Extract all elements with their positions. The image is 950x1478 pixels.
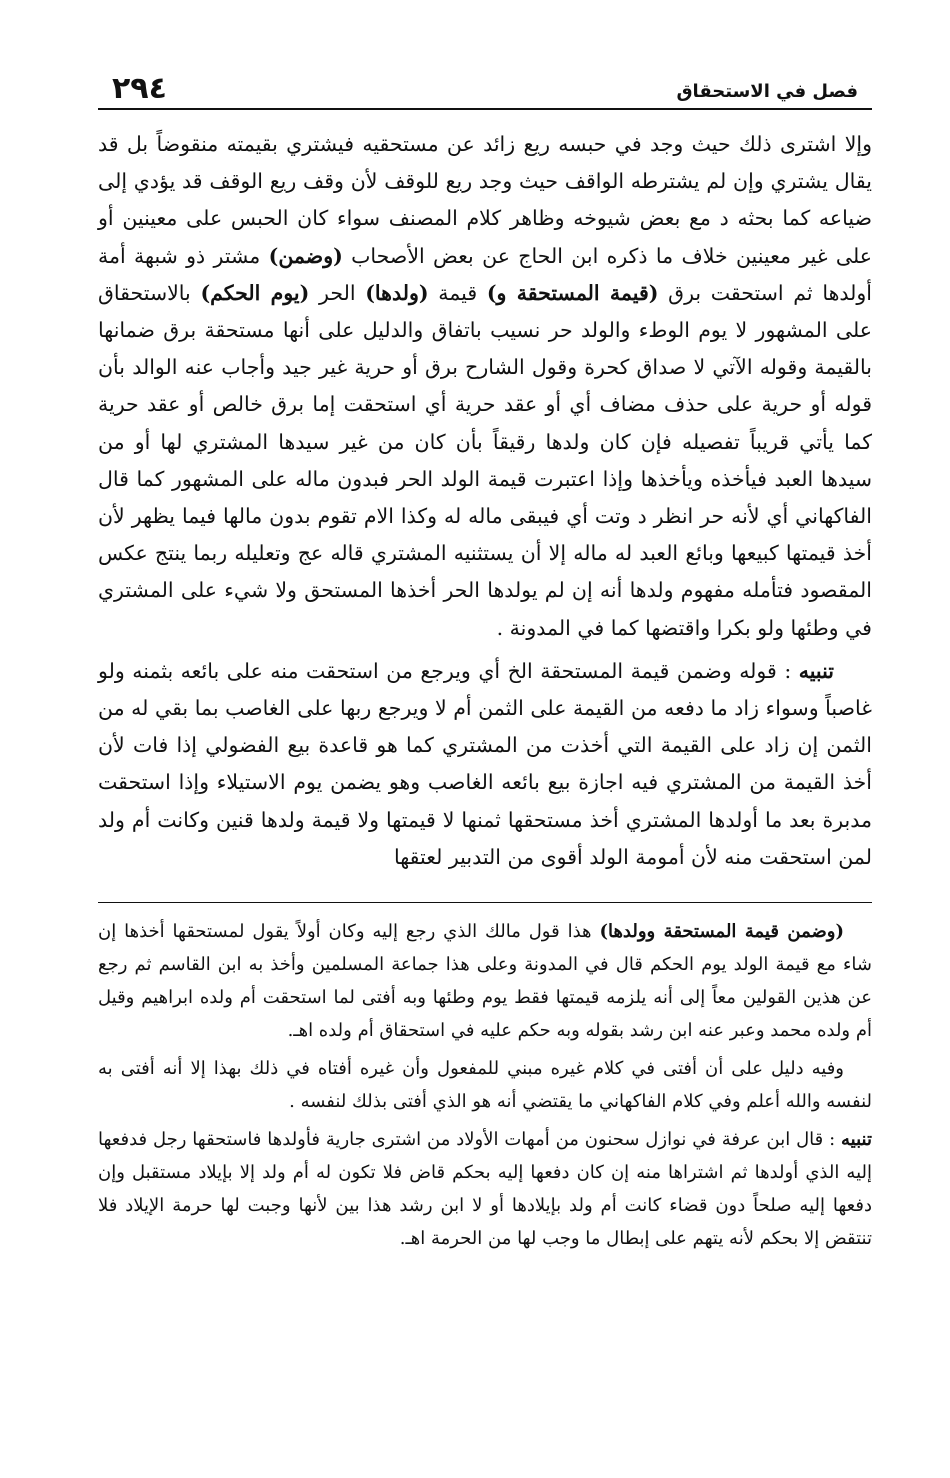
text-run: بالاستحقاق على المشهور لا يوم الوطء والولد حر نسيب باتفاق والدليل على أنها مستحقة برق ضمانها بالقيمة وقوله الآتي لا صداق كحرة وقول الشارح برق أو حرية غير جيد وأجاب عنه الوالد بأن قوله أو حرية على حذف مضاف أي أو عقد حرية أي استحقت إما برق خالص أو عقد حرية كما يأتي قريباً تفصيله فإن كان ولدها رقيقاً بأن كان من غير سيدها المشتري لها أو من سيدها العبد فيأخذه ويأخذها وإذا اعتبرت قيمة الولد الحر فبدون ماله على المشهور كما قال الفاكهاني أي لأنه حر انظر د وتت أي فيبقى ماله له وكذا الام تقوم بدون مالها فيما يظهر لأن أخذ قيمتها كبيعها وبائع العبد له ماله إلا أن يستثنيه المشتري قاله عج وتعليله ربما ينتج عكس المقصود فتأمله مفهوم ولدها أنه إن لم يولدها الحر أخذها المستحق ولا شيء على المشتري في وطئها ولو بكرا واقتضها كما في المدونة . [98, 280, 872, 640]
footnote-paragraph [98, 915, 872, 1047]
footnote-separator [98, 902, 872, 903]
notice-label: تنبيه [841, 1129, 872, 1151]
notice-paragraph [98, 653, 872, 876]
matn-quote: (وضمن) [268, 243, 343, 268]
footnote-paragraph: وفيه دليل على أن أفتى في كلام غيره مبني للمفعول وأن غيره أفتاه في ذلك بهذا إلا أنه أفتى به لنفسه والله أعلم وفي كلام الفاكهاني ما يقتضي أنه هو الذي أفتى بذلك لنفسه . [98, 1058, 872, 1113]
notice-label: تنبيه [798, 658, 834, 683]
text-run: : قوله وضمن قيمة المستحقة الخ أي ويرجع من استحقت منه على بائعه بثمنه ولو غاصباً وسواء زاد ما دفعه من القيمة على الثمن أم لا ويرجع ربها على الغاصب بما بقي له من الثمن إن زاد على القيمة التي أخذت من المشتري كما هو قاعدة بيع الفضولي إذا فات لأن أخذ القيمة من المشتري فيه اجازة بيع بائعه الغاصب وهو يضمن يوم الاستيلاء وإذا استحقت مدبرة بعد ما أولدها المشتري أخذ مستحقها ثمنها لا قيمتها ولا قيمة ولدها قنين وكانت أم ولد لمن استحقت منه لأن أمومة الولد أقوى من التدبير لعتقها [98, 658, 872, 869]
page-number: ٢٩٤ [112, 71, 167, 106]
text-run: وإلا اشترى ذلك حيث وجد في حبسه ريع زائد عن مستحقيه فيشتري بقيمته منقوضاً بل قد يقال يشتري وإن لم يشترطه الواقف حيث وجد ريع للوقف لأن وقف ريع الوقف قد يؤدي إلى ضياعه كما بحثه د مع بعض شيوخه وظاهر كلام المصنف سواء كان الحبس على معينين أو على غير معينين خلاف ما ذكره ابن الحاج عن بعض الأصحاب [98, 132, 872, 268]
text-run: الحر [309, 280, 366, 305]
text-run: هذا قول مالك الذي رجع إليه وكان أولاً يقول لمستحقها أخذها إن شاء مع قيمة الولد يوم الحكم قال في المدونة وعلى هذا جماعة المسلمين وأخذ به ابن القاسم ثم رجع عن هذين القولين معاً إلى أنه يلزمه قيمتها فقط يوم وطئها وبه أفتى لما استحقت أم ولده ابراهيم وقيل أم ولده محمد وعبر عنه ابن رشد بقوله وبه حكم عليه في استحقاق أم ولده اهـ. [98, 921, 872, 1042]
running-header [98, 62, 872, 110]
text-run: قيمة [428, 280, 487, 305]
text-run: مشتر ذو شبهة أمة أولدها ثم استحقت برق [98, 243, 872, 305]
footnote-paragraph [98, 1123, 872, 1255]
matn-quote: (ولدها) [365, 280, 429, 305]
footnotes [98, 915, 872, 1255]
matn-quote: (يوم الحكم) [200, 280, 310, 305]
footnote-quote: (وضمن قيمة المستحقة وولدها) [599, 921, 844, 943]
text-run: : قال ابن عرفة في نوازل سحنون من أمهات الأولاد من اشترى جارية فأولدها فاستحقها رجل فدفعها إليه الذي أولدها ثم اشتراها منه إن كان دفعها إليه بحكم قاض فلا تكون له أم ولد إلا بإيلاد مستقبل وإن دفعها إليه صلحاً دون قضاء كانت أم ولد بإيلادها أو لا ابن رشد هذا بين لأنها وجبت لها حرمة الإيلاد فلا تنتقض إلا بحكم لأنه يتهم على إبطال ما وجب لها من الحرمة اهـ. [98, 1129, 872, 1250]
main-paragraph [98, 126, 872, 647]
section-title: فصل في الاستحقاق [676, 81, 858, 102]
main-text [98, 126, 872, 876]
matn-quote: (قيمة المستحقة و) [486, 280, 659, 305]
